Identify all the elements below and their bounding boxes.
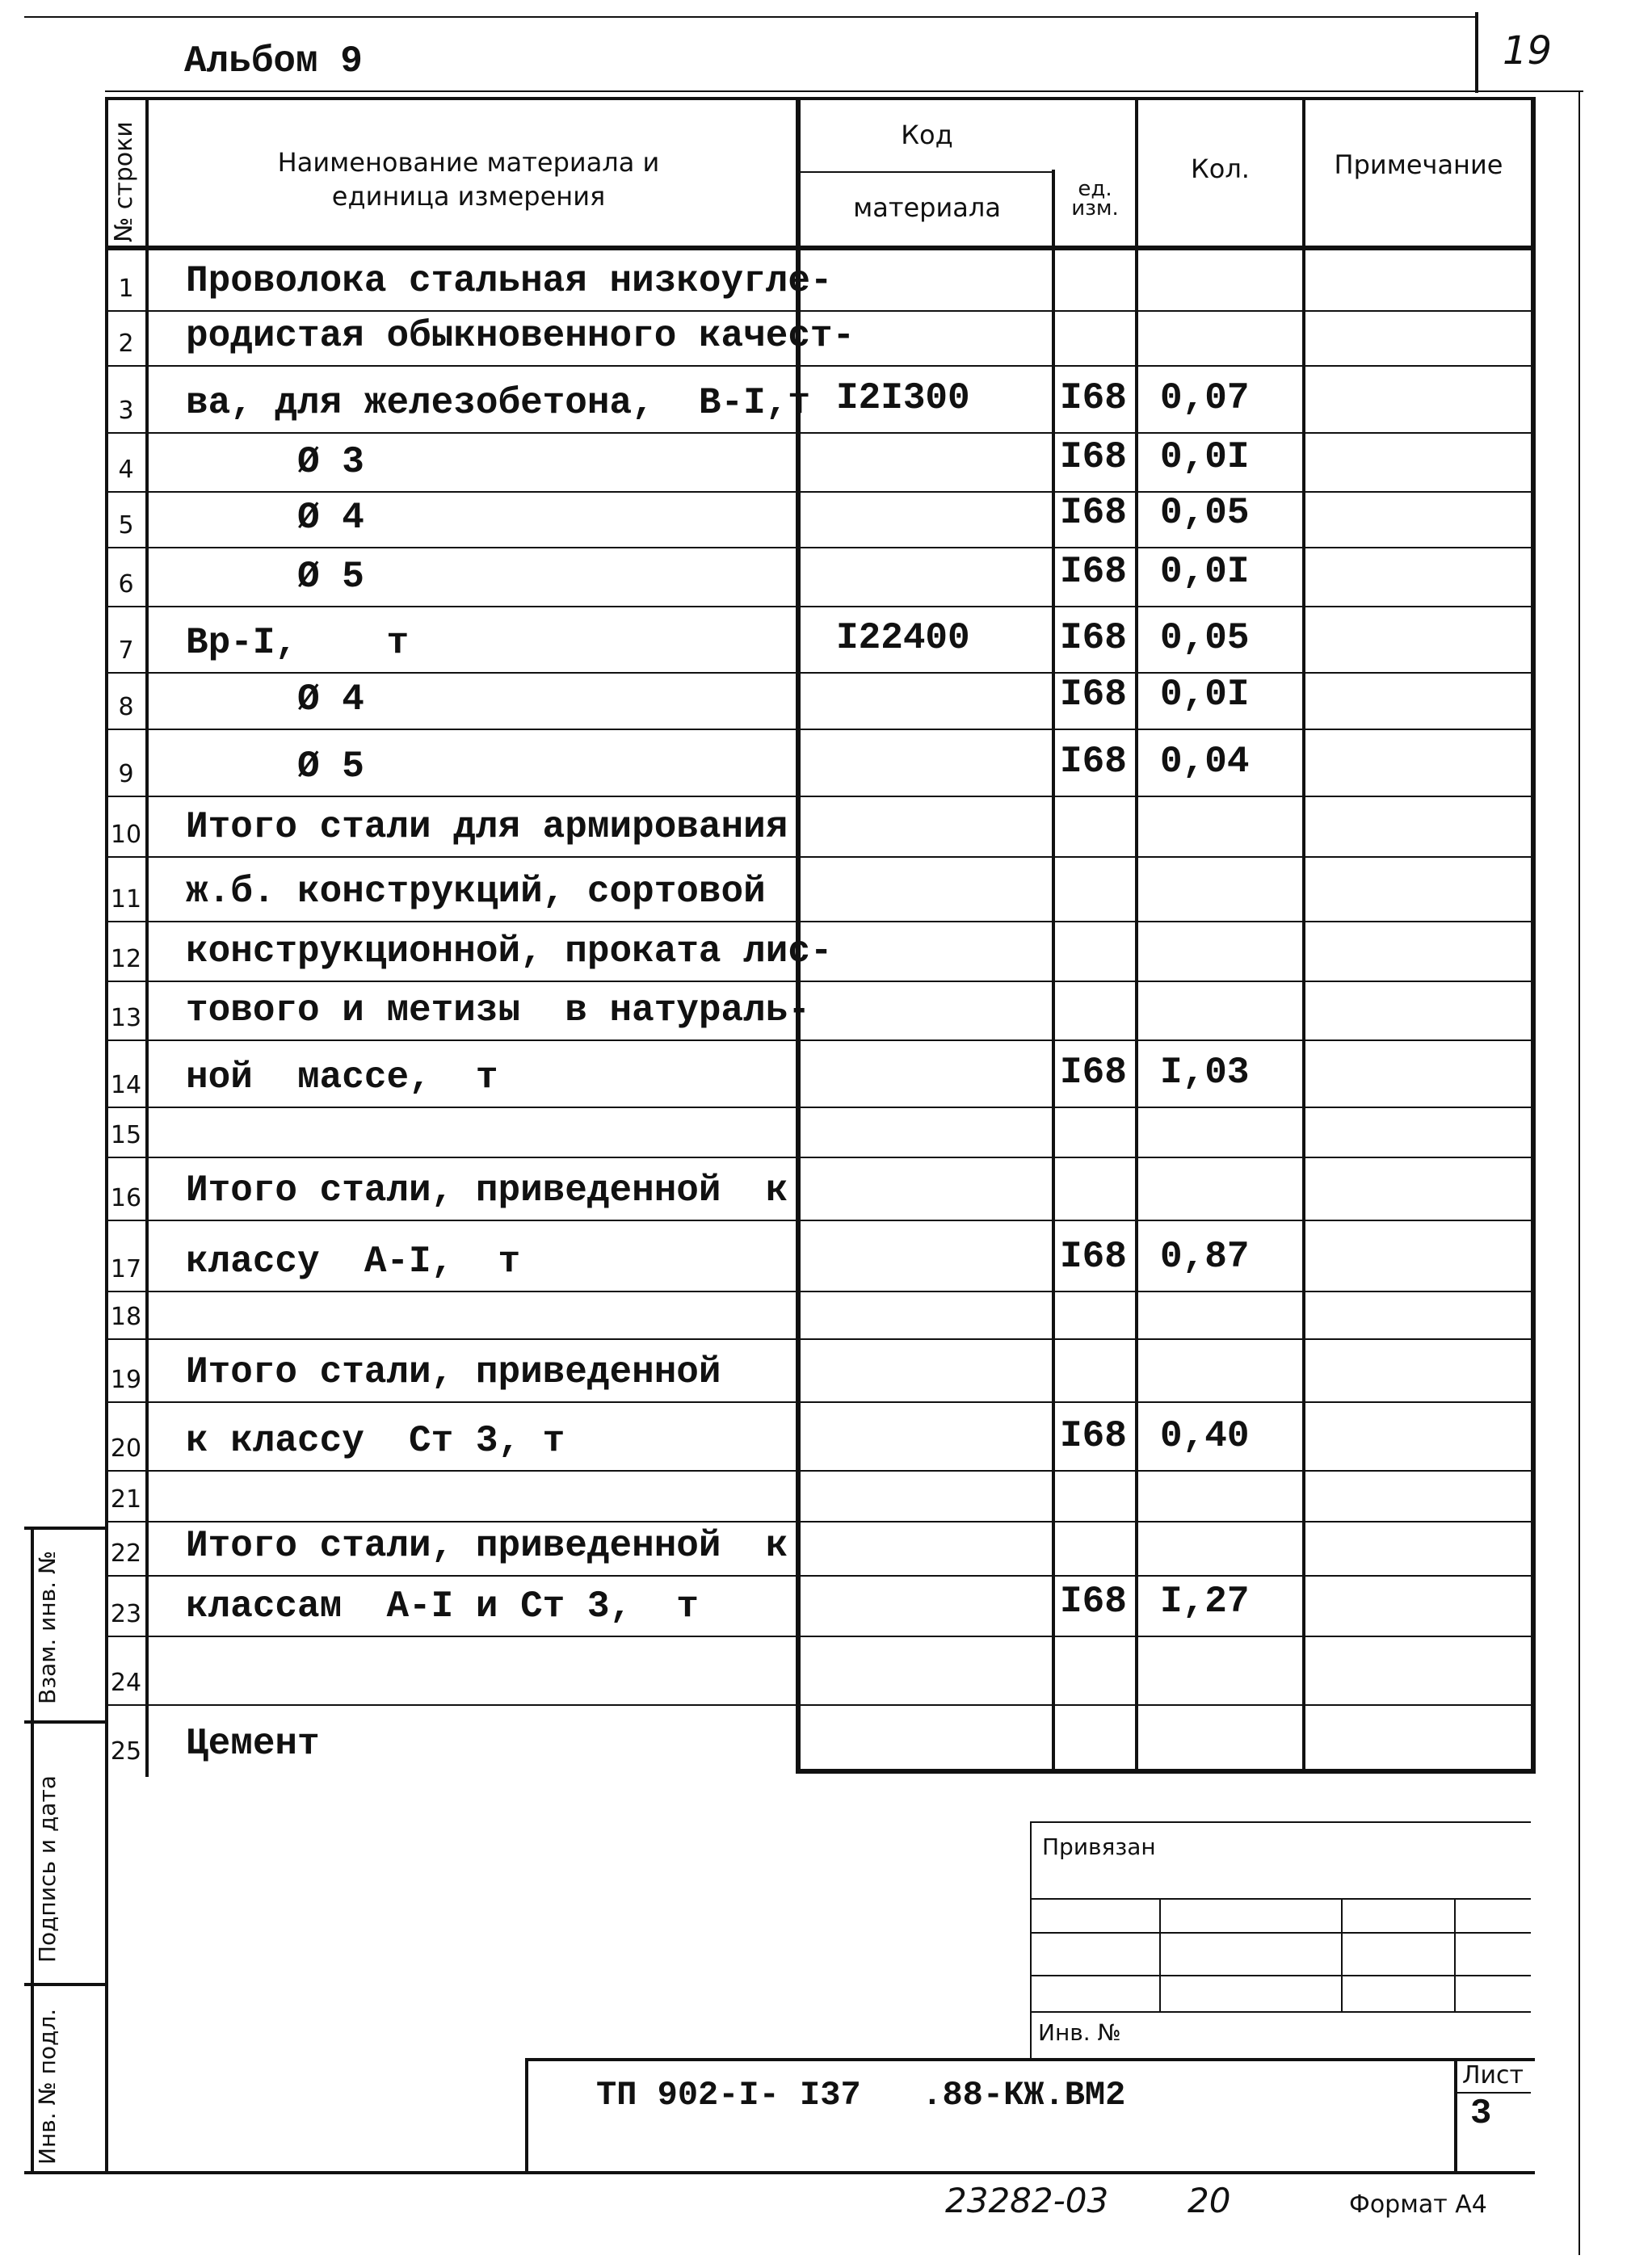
row-name: ж.б. конструкций, сортовой [186,871,766,913]
row-divider [105,796,1535,797]
row-number: 2 [118,330,134,358]
row-quantity: 0,40 [1160,1415,1250,1457]
row-divider [105,1338,1535,1340]
row-quantity: 0,87 [1160,1236,1250,1278]
row-divider [105,1040,1535,1041]
row-divider [105,310,1535,312]
document-code: ТП 902-I- I37 .88-КЖ.ВМ2 [596,2076,1126,2115]
row-number: 9 [118,760,134,788]
row-number: 5 [118,511,134,540]
row-material-code: I2I300 [836,377,970,419]
row-quantity: I,03 [1160,1052,1250,1094]
row-number: 4 [118,456,134,484]
side-label-podpis: Подпись и дата [34,1775,61,1963]
row-divider [105,365,1535,367]
row-number: 24 [110,1669,142,1697]
row-divider [105,981,1535,982]
row-name: Итого стали, приведенной к [186,1170,788,1212]
row-divider [105,1157,1535,1158]
row-unit-code: I68 [1060,492,1127,534]
row-name: Ø 3 [186,441,364,483]
side-label-vzam: Взам. инв. № [34,1550,61,1704]
row-divider [105,1575,1535,1577]
row-material-code: I22400 [836,617,970,659]
header-name: Наименование материала и единица измерения [277,147,660,212]
album-title: Альбом 9 [184,40,363,82]
row-divider [105,491,1535,493]
row-quantity: I,27 [1160,1581,1250,1623]
row-name: тового и метизы в натураль- [186,989,810,1031]
row-divider [105,1291,1535,1292]
row-name: Ø 4 [186,678,364,720]
row-quantity: 0,05 [1160,492,1250,534]
row-number: 23 [110,1600,142,1628]
sheet-label: Лист [1462,2061,1524,2090]
header-unit: ед. изм. [1071,177,1119,220]
header-qty: Кол. [1191,153,1250,184]
row-unit-code: I68 [1060,674,1127,716]
header-row-no: № строки [110,121,138,242]
row-number: 3 [118,397,134,425]
row-divider [105,921,1535,922]
row-number: 16 [110,1184,142,1212]
row-quantity: 0,05 [1160,617,1250,659]
row-quantity: 0,07 [1160,377,1250,419]
row-name: классу А-I, т [186,1241,521,1283]
row-divider [105,1220,1535,1221]
row-divider [105,729,1535,730]
row-number: 17 [110,1255,142,1283]
stamp-top-line [1030,1821,1531,1823]
row-number: 13 [110,1004,142,1032]
row-unit-code: I68 [1060,1236,1127,1278]
row-divider [105,1704,1535,1706]
row-name: Вр-I, т [186,622,410,664]
row-name: к классу Ст 3, т [186,1420,565,1462]
side-label-inv-podl: Инв. № подл. [34,2008,61,2165]
row-quantity: 0,0I [1160,436,1250,478]
row-number: 22 [110,1539,142,1568]
order-number: 23282-03 [945,2181,1109,2220]
header-note: Примечание [1334,149,1503,180]
row-unit-code: I68 [1060,741,1127,783]
row-divider [105,856,1535,858]
row-quantity: 0,0I [1160,551,1250,593]
inv-label: Инв. № [1038,2019,1121,2046]
row-number: 11 [110,885,142,914]
row-number: 6 [118,570,134,598]
row-number: 25 [110,1737,142,1766]
header-code: Код [901,120,953,150]
left-border [105,97,108,2173]
row-number: 15 [110,1121,142,1149]
row-divider [105,1636,1535,1637]
row-quantity: 0,04 [1160,741,1250,783]
row-divider [105,1401,1535,1403]
sheet-number: 3 [1470,2094,1492,2134]
row-divider [105,1470,1535,1472]
row-name: Итого стали для армирования [186,806,788,848]
row-name: Итого стали, приведенной к [186,1525,788,1567]
format-label: Формат А4 [1349,2190,1487,2219]
row-name: Ø 5 [186,556,364,598]
row-name: родистая обыкновенного качест- [186,315,855,357]
row-unit-code: I68 [1060,377,1127,419]
row-divider [105,1521,1535,1522]
row-number: 12 [110,945,142,973]
row-divider [105,672,1535,674]
row-number: 20 [110,1434,142,1463]
row-divider [105,432,1535,434]
row-name: Цемент [186,1723,320,1765]
row-unit-code: I68 [1060,1052,1127,1094]
row-name: ва, для железобетона, В-I,т [186,382,810,424]
row-number: 10 [110,821,142,849]
row-number: 8 [118,693,134,721]
row-name: Ø 4 [186,497,364,539]
row-number: 1 [118,275,134,303]
header-material: материала [853,192,1001,223]
row-divider [105,547,1535,548]
row-number: 14 [110,1071,142,1099]
row-name: конструкционной, проката лис- [186,930,833,972]
row-number: 18 [110,1303,142,1331]
row-divider [105,1107,1535,1108]
row-unit-code: I68 [1060,1581,1127,1623]
row-number: 7 [118,636,134,665]
row-name: Проволока стальная низкоугле- [186,260,833,302]
row-quantity: 0,0I [1160,674,1250,716]
row-unit-code: I68 [1060,1415,1127,1457]
row-number: 19 [110,1366,142,1394]
row-unit-code: I68 [1060,551,1127,593]
row-divider [105,606,1535,607]
row-name: классам А-I и Ст 3, т [186,1586,699,1628]
privyazan-label: Привязан [1042,1833,1156,1860]
row-name: Ø 5 [186,746,364,788]
row-name: Итого стали, приведенной [186,1351,721,1393]
page-number: 19 [1503,28,1553,74]
row-name: ной массе, т [186,1056,498,1098]
row-unit-code: I68 [1060,436,1127,478]
row-unit-code: I68 [1060,617,1127,659]
order-page: 20 [1188,2181,1231,2220]
row-number: 21 [110,1485,142,1514]
